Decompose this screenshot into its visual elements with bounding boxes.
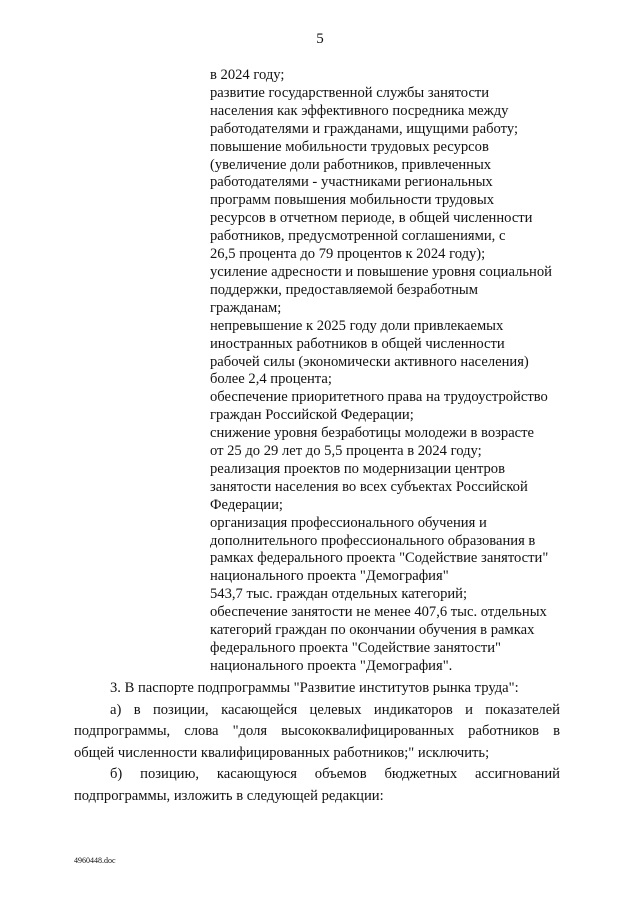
item-a-text: подпрограммы, слова "доля высококвалифицированных работников в [74,723,560,739]
text-line: развитие государственной службы занятости [210,84,490,101]
text-line: работников, предусмотренной соглашениями, с [210,228,506,245]
text-line: федерального проекта "Содействие занятости" [210,640,501,656]
indented-text-block [210,67,610,676]
item-b-text: б) позицию, касающуюся объемов бюджетных ассигнований [110,766,560,782]
text-line: обеспечение занятости не менее 407,6 тыс. отдельных [210,604,547,621]
item-3-heading: 3. В паспорте подпрограммы "Развитие институтов рынка труда": [110,680,519,696]
text-line: повышение мобильности трудовых ресурсов [210,138,489,155]
text-line: непревышение к 2025 году доли привлекаемых [210,317,504,334]
text-line: рамках федерального проекта "Содействие занятости" [210,550,549,567]
text-line: 26,5 процента до 79 процентов к 2024 году); [210,246,486,263]
text-line: программ повышения мобильности трудовых [210,192,495,209]
text-line: в 2024 году; [210,67,285,83]
text-line: снижение уровня безработицы молодежи в возрасте [210,425,535,442]
text-line: дополнительного профессионального образования в [210,532,536,549]
text-line: 543,7 тыс. граждан отдельных категорий; [210,586,468,603]
page-number: 5 [316,31,324,47]
text-line: национального проекта "Демография". [210,657,453,674]
text-line: более 2,4 процента; [210,371,332,388]
text-line: иностранных работников в общей численности [210,335,505,352]
text-line: работодателями - участниками региональных [210,174,493,191]
main-body-text [74,678,560,807]
text-line: реализация проектов по модернизации центров [210,460,505,477]
text-line: ресурсов в отчетном периоде, в общей численности [210,210,533,227]
text-line: занятости населения во всех субъектах Российской [210,478,528,495]
footer-doc-id: 4960448.doc [74,856,116,865]
text-line: обеспечение приоритетного права на трудоустройство [210,389,548,406]
text-line: рабочей силы (экономически активного населения) [210,353,529,370]
text-line: национального проекта "Демография" [210,568,449,585]
text-line: усиление адресности и повышение уровня социальной [210,263,552,280]
text-line: поддержки, предоставляемой безработным [210,281,478,298]
text-line: категорий граждан по окончании обучения в рамках [210,622,535,639]
text-line: работодателями и гражданами, ищущими работу; [210,120,519,137]
item-b-text: подпрограммы, изложить в следующей редакции: [74,787,384,804]
item-a-text: а) в позиции, касающейся целевых индикаторов и показателей [110,701,560,718]
text-line: населения как эффективного посредника между [210,102,509,119]
text-line: гражданам; [210,299,282,316]
text-line: Федерации; [210,496,283,513]
text-line: от 25 до 29 лет до 5,5 процента в 2024 году; [210,443,482,460]
item-a-text: общей численности квалифицированных работников;" исключить; [74,744,490,761]
text-line: граждан Российской Федерации; [210,407,414,424]
text-line: организация профессионального обучения и [210,514,487,531]
text-line: (увеличение доли работников, привлеченных [210,156,492,173]
